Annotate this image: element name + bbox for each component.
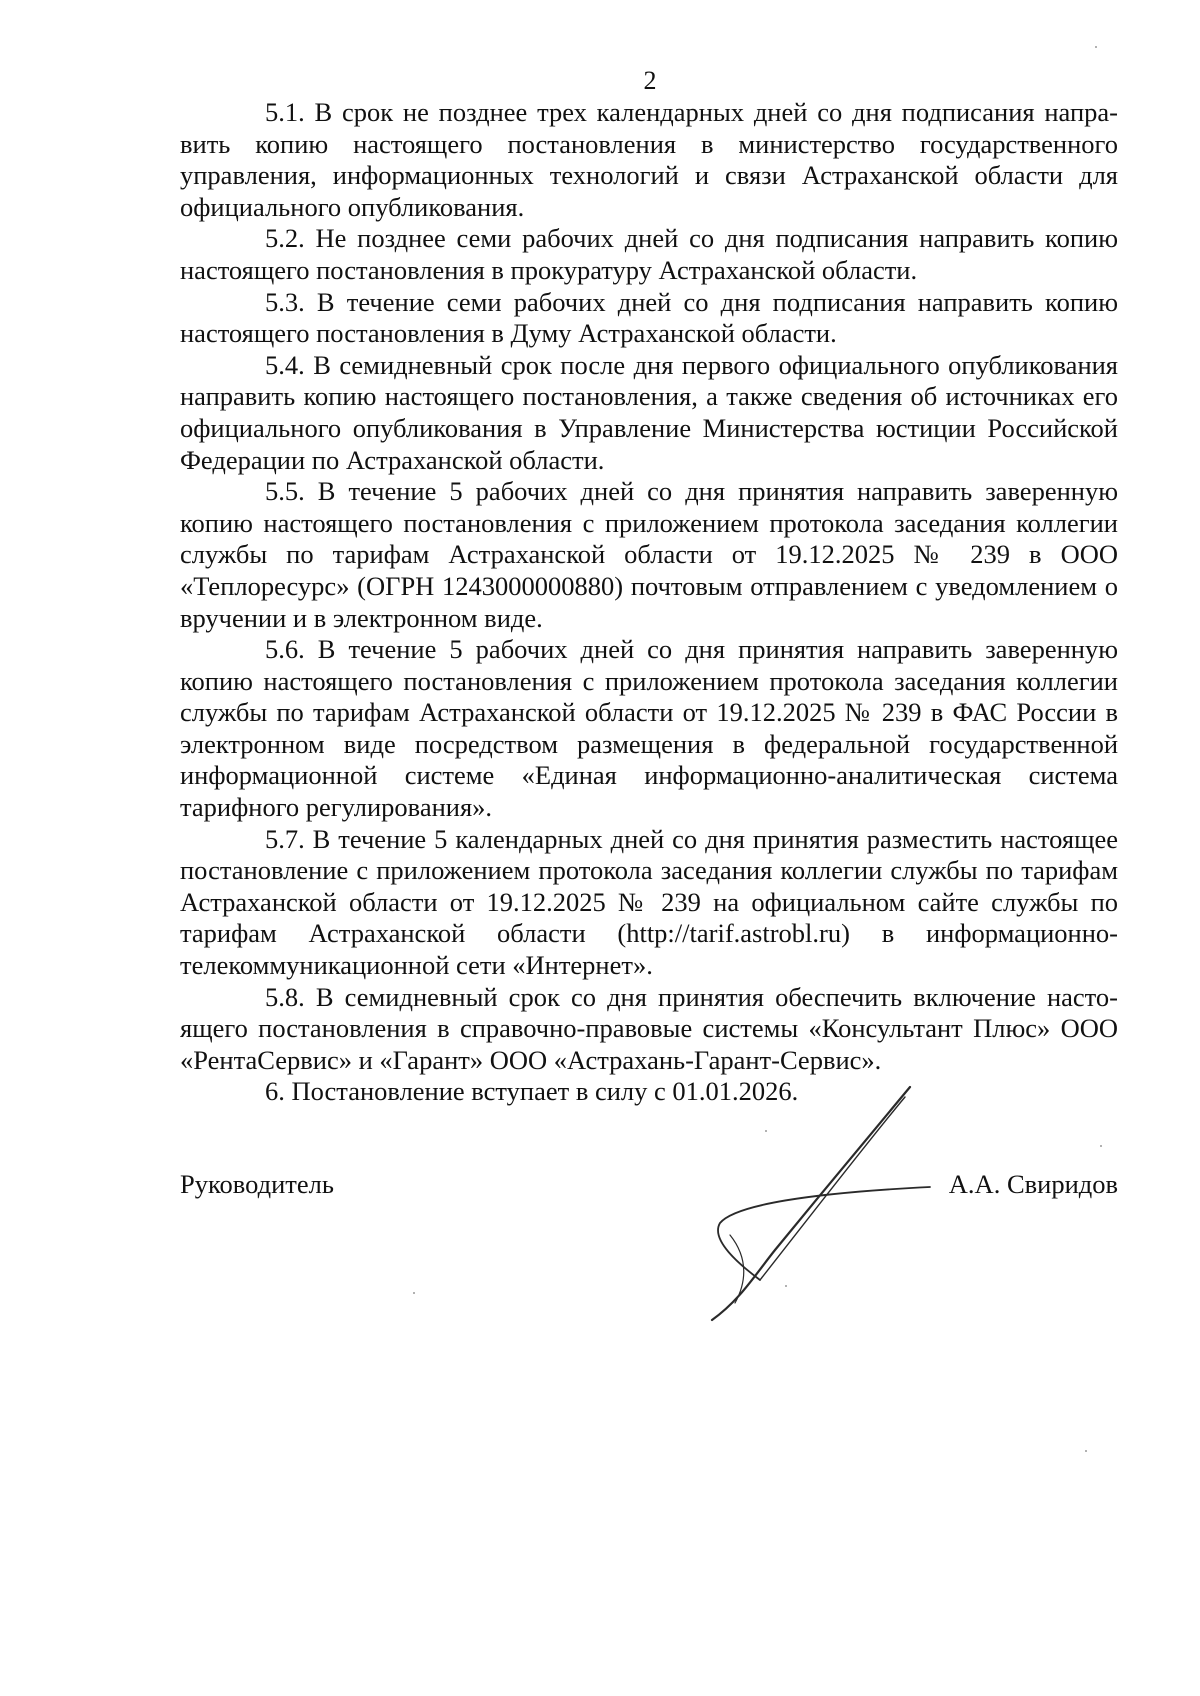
scan-speck bbox=[765, 1130, 767, 1132]
scan-speck bbox=[1100, 1145, 1102, 1147]
paragraph-5-2: 5.2. Не позднее семи рабочих дней со дня подписания направить копию настоящего постановления в прокуратуру Астраханской области. bbox=[180, 223, 1118, 285]
paragraph-5-3: 5.3. В течение семи рабочих дней со дня подписания направить копию настоящего постановления в Думу Астраханской области. bbox=[180, 286, 1118, 349]
paragraph-5-8: 5.8. В семидневный срок со дня принятия обеспечить включение настоящего постановления в справочно-правовые системы «Консультант Плюс» ООО «РентаСервис» и «Гарант» ООО «Астрахань-Гарант-Сервис». bbox=[180, 981, 1118, 1075]
document-body bbox=[180, 97, 1118, 1108]
paragraph-5-4: 5.4. В семидневный срок после дня первого официального опубликования направить копию настоящего постановления, а также сведения об источниках его официального опубликования в Управление Министерства юстиции Российской Федерации по Астраханской области. bbox=[180, 349, 1118, 475]
signature-block bbox=[180, 1168, 1118, 1208]
paragraph-5-1: 5.1. В срок не позднее трех календарных дней со дня подписания направить копию настоящего постановления в министерство государственного управления, информационных технологий и связи Астраханской области для официального опубликования. bbox=[180, 97, 1118, 222]
page-number: 2 bbox=[643, 66, 657, 95]
scan-speck bbox=[413, 1292, 415, 1294]
scan-speck bbox=[1085, 1450, 1087, 1452]
paragraph-6: 6. Постановление вступает в силу с 01.01.2026. bbox=[265, 1076, 799, 1107]
paragraph-5-6: 5.6. В течение 5 рабочих дней со дня принятия направить заверенную копию настоящего постановления с приложением протокола заседания коллегии службы по тарифам Астраханской области от 19.12.2025 № 239 в ФАС России в электронном виде посредством размещения в федеральной государственной информационной системе «Единая информационно-аналитическая система тарифного регулирования». bbox=[180, 634, 1118, 823]
signatory-name: А.А. Свиридов bbox=[948, 1169, 1118, 1199]
paragraph-5-7: 5.7. В течение 5 календарных дней со дня принятия разместить настоящее постановление с приложением протокола заседания коллегии службы по тарифам Астраханской области от 19.12.2025 № 239 на официальном сайте службы по тарифам Астраханской области (http://tarif.astrobl.ru) в информационно-телекоммуникационной сети «Интернет». bbox=[180, 823, 1118, 981]
scan-speck bbox=[1095, 46, 1097, 48]
paragraph-5-5: 5.5. В течение 5 рабочих дней со дня принятия направить заверенную копию настоящего постановления с приложением протокола заседания коллегии службы по тарифам Астраханской области от 19.12.2025 № 239 в ООО «Теплоресурс» (ОГРН 1243000000880) почтовым отправлением с уведомлением о вручении и в электронном виде. bbox=[180, 476, 1118, 633]
signatory-title: Руководитель bbox=[180, 1169, 334, 1199]
scan-speck bbox=[785, 1285, 787, 1287]
